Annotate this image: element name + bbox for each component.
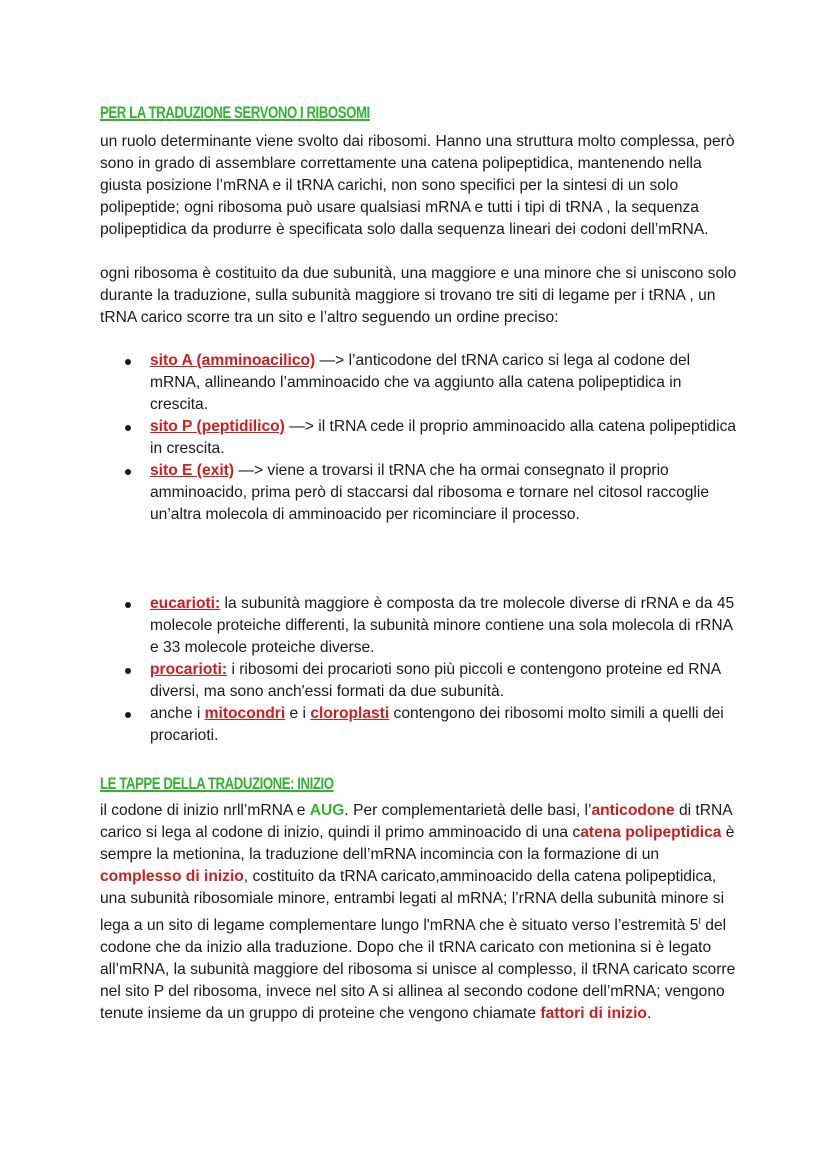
term-catena-polipeptidica: atena polipeptidica [580,824,722,841]
term-sito-e: sito E (exit) [150,462,235,479]
bullet-icon [125,668,131,674]
bullet-icon [125,602,131,608]
binding-sites-list [100,350,740,526]
list-item: sito A (amminoacilico) —> l’anticodone del tRNA carico si lega al codone del mRNA, allineando l’amminoacido che va aggiunto alla catena polipeptidica in crescita. [100,350,740,416]
paragraph-inizio: il codone di inizio nrll’mRNA e AUG. Per complementarietà delle basi, l’anticodone di tRNA carico si lega al codone di inizio, quindi il primo amminoacido di una catena polipeptidica è sempre la metionina, la traduzione dell’mRNA incomincia con la formazione di un complesso di inizio, costituito da tRNA caricato,amminoacido della catena polipeptidica, una subunità ribosomiale minore, entrambi legati al mRNA; l’rRNA della subunità minore si lega a un sito di legame complementare lungo l'mRNA che è situato verso l’estremità $5^I$ del codone che da inizio alla traduzione. Dopo che il tRNA caricato con metionina si è legato all’mRNA, la subunità maggiore del ribosoma si unisce al complesso, il tRNA caricato scorre nel sito P del ribosoma, invece nel sito A si allinea al secondo codone dell’mRNA; vengono tenute insieme da un gruppo di proteine che vengono chiamate fattori di inizio. [100,802,736,1023]
superscript-mark: I [698,916,701,926]
list-item: eucarioti: la subunità maggiore è composta da tre molecole diverse di rRNA e da 45 molecole proteiche differenti, la subunità minore contiene una sola molecola di rRNA e 33 molecole proteiche diverse. [100,593,740,659]
list-item: anche i mitocondri e i cloroplasti contengono dei ribosomi molto simili a quelli dei procarioti. [100,703,740,747]
term-sito-p: sito P (peptidilico) [150,418,285,435]
term-complesso-di-inizio: complesso di inizio [100,868,244,885]
bullet-icon [125,712,131,718]
term-cloroplasti: cloroplasti [310,705,390,722]
section-heading-inizio: LE TAPPE DELLA TRADUZIONE: INIZIO [100,774,334,793]
paragraph-subunita: ogni ribosoma è costituito da due subunità, una maggiore e una minore che si uniscono solo durante la traduzione, sulla subunità maggiore si trovano tre siti di legame per i tRNA , un tRNA carico scorre tra un sito e l’altro seguendo un ordine preciso: [100,265,737,326]
term-procarioti: procarioti: [150,661,228,678]
bullet-icon [125,359,131,365]
list-item: procarioti: i ribosomi dei procarioti sono più piccoli e contengono proteine ed RNA diversi, ma sono anch'essi formati da due subunità. [100,659,740,703]
term-sito-a: sito A (amminoacilico) [150,352,316,369]
bullet-icon [125,425,131,431]
bullet-icon [125,469,131,475]
paragraph-ribosomi-intro: un ruolo determinante viene svolto dai ribosomi. Hanno una struttura molto complessa, però sono in grado di assemblare correttamente una catena polipeptidica, mantenendo nella giusta posizione l’mRNA e il tRNA carichi, non sono specifici per la sintesi di un solo polipeptide; ogni ribosoma può usare qualsiasi mRNA e tutti i tipi di tRNA , la sequenza polipeptidica da produrre è specificata solo dalla sequenza lineari dei codoni dell’mRNA. [100,133,735,238]
organisms-list [100,593,740,747]
term-mitocondri: mitocondri [204,705,286,722]
codon-aug: AUG [309,802,345,819]
term-fattori-di-inizio: fattori di inizio [540,1005,647,1023]
list-item: sito E (exit) —> viene a trovarsi il tRNA che ha ormai consegnato il proprio amminoacido, prima però di staccarsi dal ribosoma e tornare nel citosol raccoglie un’altra molecola di amminoacido per ricominciare il processo. [100,460,740,526]
section-heading-ribosomi: PER LA TRADUZIONE SERVONO I RIBOSOMI [100,103,370,122]
list-item: sito P (peptidilico) —> il tRNA cede il proprio amminoacido alla catena polipeptidica in crescita. [100,416,740,460]
term-anticodone: anticodone [591,802,675,819]
term-eucarioti: eucarioti: [150,595,221,612]
